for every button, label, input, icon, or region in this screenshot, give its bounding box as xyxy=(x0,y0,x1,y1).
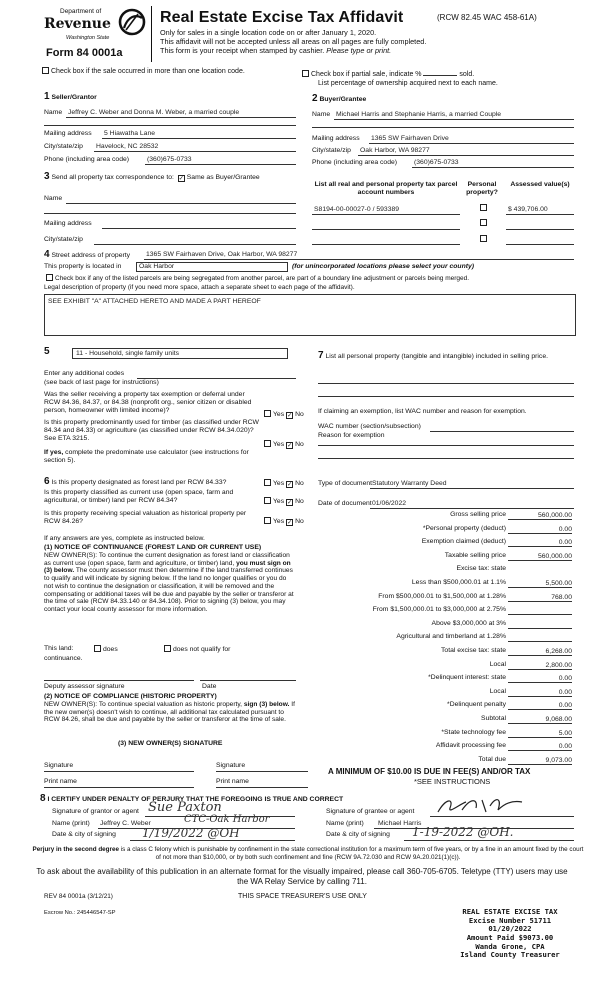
calc-value[interactable]: 0.00 xyxy=(508,525,572,534)
sec6-q3-answer: Yes ✓ No xyxy=(262,517,304,526)
calc-label: *Delinquent interest: state xyxy=(428,674,506,682)
q1-yes-checkbox[interactable] xyxy=(264,410,271,417)
sec3-city-label: City/state/zip xyxy=(44,236,83,243)
doc-date-field[interactable]: 01/06/2022 xyxy=(372,500,407,507)
assessed-value[interactable]: $ 439,706.00 xyxy=(508,206,548,213)
see-last-page: (see back of last page for instructions) xyxy=(44,379,159,386)
historic-heading: (2) NOTICE OF COMPLIANCE (HISTORIC PROPERTY) xyxy=(44,693,217,700)
deputy-signature-label: Deputy assessor signature xyxy=(44,683,125,690)
treasurer-use-label: THIS SPACE TREASURER'S USE ONLY xyxy=(238,893,367,900)
sec6-q2-no-checkbox[interactable]: ✓ xyxy=(287,500,293,506)
continuance-heading: (1) NOTICE OF CONTINUANCE (FOREST LAND OR CURRENT USE) xyxy=(44,544,262,551)
form-number: Form 84 0001a xyxy=(46,47,123,59)
calc-label: Taxable selling price xyxy=(444,551,506,559)
grantee-date-label: Date & city of signing xyxy=(326,831,390,838)
stamp-line-2: Excise Number 51711 xyxy=(468,915,552,925)
calc-label: Gross selling price xyxy=(450,511,506,518)
dept-line3: Washington State xyxy=(66,35,110,41)
legal-description-box[interactable] xyxy=(44,294,576,336)
revision-label: REV 84 0001a (3/12/21) xyxy=(44,893,113,900)
calc-value[interactable]: 0.00 xyxy=(508,742,572,751)
perjury-notice: Perjury in the second degree is a class C felony which is punishable by confinement in the state correctional institution for a maximum term of five years, or by a fine in an amount fixed by the court of not more than $10,000, or by both such confinement and fine (RCW 9A.72.030 and RCW 9A.20.021(1)(c)). xyxy=(32,846,584,861)
q1-no-checkbox[interactable]: ✓ xyxy=(287,413,293,419)
buyer-mailing-field[interactable]: 1365 SW Fairhaven Drive xyxy=(371,135,449,142)
continuance-word: continuance. xyxy=(44,655,83,662)
minimum-due-note: A MINIMUM OF $10.00 IS DUE IN FEE(S) AND/OR TAX xyxy=(328,767,531,776)
calc-label: Total excise tax: state xyxy=(441,647,506,654)
grantee-signature-label: Signature of grantee or agent xyxy=(326,808,415,815)
seller-mailing-field[interactable]: 5 Hiawatha Lane xyxy=(104,130,156,137)
seller-mailing-label: Mailing address xyxy=(44,130,92,137)
does-check[interactable]: does xyxy=(92,645,118,654)
calc-value[interactable]: 5,500.00 xyxy=(508,579,572,588)
use-code-select[interactable]: 11 - Household, single family units xyxy=(72,348,288,359)
doc-type-label: Type of document xyxy=(318,480,373,487)
grantor-signature-label: Signature of grantor or agent xyxy=(52,808,139,815)
buyer-heading: 2 Buyer/Grantee xyxy=(312,93,367,104)
header-note-3: This form is your receipt when stamped by cashier. Please type or print. xyxy=(160,46,392,55)
buyer-city-field[interactable]: Oak Harbor, WA 98277 xyxy=(360,147,430,154)
sec4-street-row: 4 Street address of property xyxy=(44,249,131,260)
seller-city-label: City/state/zip xyxy=(44,143,83,150)
calc-label: *State technology fee xyxy=(441,728,506,736)
sec6-q2-answer: Yes ✓ No xyxy=(262,497,304,506)
sec5-q2-answer: Yes ✓ No xyxy=(262,440,304,449)
sec6-q2-yes-checkbox[interactable] xyxy=(264,497,271,504)
owner-signature-label-1: Signature xyxy=(44,762,74,769)
sec6-q1-answer: Yes ✓ No xyxy=(262,479,304,488)
grantor-name-field[interactable]: Jeffrey C. Weber xyxy=(100,820,151,827)
stamp-line-6: Island County Treasurer xyxy=(460,950,560,960)
sec5-question-1: Was the seller receiving a property tax exemption or deferral under RCW 84.36, 84.37, or 84.38 (nonprofit org., senior citizen or disabled person, homeowner with limited income)? xyxy=(44,391,252,415)
owner-print-label-2: Print name xyxy=(216,778,249,785)
calc-label: Local xyxy=(489,660,506,668)
seller-city-field[interactable]: Havelock, NC 28532 xyxy=(96,143,159,150)
legal-description-text: SEE EXHIBIT "A" ATTACHED HERETO AND MADE A PART HEREOF xyxy=(48,298,261,305)
buyer-mailing-label: Mailing address xyxy=(312,135,360,142)
revenue-logo xyxy=(40,6,152,42)
grantee-signature xyxy=(432,794,528,818)
sec3-heading: 3 Send all property tax correspondence to: ✓ Same as Buyer/Grantee xyxy=(44,171,260,182)
escrow-number: Escrow No.: 245446547-SP xyxy=(44,910,116,916)
property-street-field[interactable]: 1365 SW Fairhaven Drive, Oak Harbor, WA 98277 xyxy=(146,251,298,258)
sec6-q1-no-checkbox[interactable]: ✓ xyxy=(287,482,293,488)
buyer-name-field[interactable]: Michael Harris and Stephanie Harris, a married Couple xyxy=(336,111,502,118)
sec6-q3-yes-checkbox[interactable] xyxy=(264,517,271,524)
sec3-name-label: Name xyxy=(44,195,63,202)
assessed-col-header: Assessed value(s) xyxy=(510,181,570,188)
rcw-reference: (RCW 82.45 WAC 458-61A) xyxy=(437,13,537,22)
owner-signature-label-2: Signature xyxy=(216,762,246,769)
buyer-phone-label: Phone (including area code) xyxy=(312,159,398,166)
calc-label: Agricultural and timberland at 1.28% xyxy=(396,633,506,641)
calc-value[interactable] xyxy=(508,620,572,629)
calc-value[interactable]: 768.00 xyxy=(508,593,572,602)
wac-label: WAC number (section/subsection) xyxy=(318,423,421,430)
checkbox[interactable] xyxy=(46,274,53,281)
checkbox[interactable] xyxy=(302,70,309,77)
does-not-check[interactable]: does not qualify for xyxy=(162,645,230,654)
stamp-line-4: Amount Paid $9073.00 xyxy=(466,932,554,942)
calc-label: Affidavit processing fee xyxy=(435,742,506,750)
sec5-q1-answer: Yes ✓ No xyxy=(262,410,304,419)
seller-heading: 1 Seller/Grantor xyxy=(44,91,97,102)
parcel-number[interactable]: S8194-00-00027-0 / 593389 xyxy=(314,206,400,213)
calc-label: Less than $500,000.01 at 1.1% xyxy=(411,579,506,586)
grantee-name-label: Name (print) xyxy=(326,820,364,827)
checkbox[interactable] xyxy=(164,645,171,652)
dept-line2: Revenue xyxy=(44,16,111,32)
seller-name-field[interactable]: Jeffrey C. Weber and Donna M. Weber, a married couple xyxy=(68,109,240,116)
calc-value[interactable]: 5.00 xyxy=(508,729,572,738)
treasurer-stamp xyxy=(440,908,580,960)
calc-label: From $1,500,000.01 to $3,000,000 at 2.75% xyxy=(372,606,506,614)
checkbox[interactable] xyxy=(94,645,101,652)
calc-label: Total due xyxy=(478,755,506,763)
calc-value[interactable]: 9,073.00 xyxy=(508,756,572,765)
calc-value[interactable]: 6,268.00 xyxy=(508,647,572,656)
header-note-2: This affidavit will not be accepted unless all areas on all pages are fully completed. xyxy=(160,37,427,46)
stamp-line-5: Wanda Grone, CPA xyxy=(475,941,545,951)
historic-text: NEW OWNER(S): To continue special valuation as historic property, sign (3) below. If the new owner(s) doesn't wish to continue, all additional tax calculated pursuant to RCW 84.26, shall be due and payable by the seller or transferor at the time of sale. xyxy=(44,701,295,724)
grantor-date-label: Date & city of signing xyxy=(52,831,116,838)
header-note-1: Only for sales in a single location code on or after January 1, 2020. xyxy=(160,28,377,37)
multi-location-check[interactable]: Check box if the sale occurred in more than one location code. xyxy=(40,67,245,76)
sec6-q3: Is this property receiving special valuation as historical property per RCW 84.26? xyxy=(44,510,247,526)
sec5-ifyes: If yes, complete the predominate use calculator (see instructions for section 5). xyxy=(44,449,249,465)
sec6-q1: 6 Is this property designated as forest land per RCW 84.33? xyxy=(44,476,227,487)
sec6-q2: Is this property classified as current use (open space, farm and agricultural, or timber) land per RCW 84.34? xyxy=(44,489,234,505)
sec6-q1-yes-checkbox[interactable] xyxy=(264,479,271,486)
sec7-text: 7 List all personal property (tangible and intangible) included in selling price. xyxy=(318,350,548,361)
calc-value[interactable] xyxy=(508,633,572,642)
grantor-name-label: Name (print) xyxy=(52,820,90,827)
ownership-note: List percentage of ownership acquired next to each name. xyxy=(318,80,498,87)
grantor-signature: Sue Paxton xyxy=(148,800,222,815)
calc-value[interactable]: 2,800.00 xyxy=(508,661,572,670)
page-title: Real Estate Excise Tax Affidavit xyxy=(160,9,404,26)
sec5-question-2: Is this property predominantly used for timber (as classified under RCW 84.34 and 84.33) or agriculture (as classified under RCW 84.34.020)? See ETA 3215. xyxy=(44,419,259,443)
sec6-ifany: If any answers are yes, complete as instructed below. xyxy=(44,535,205,542)
seller-name-label: Name xyxy=(44,109,63,116)
sec3-mailing-label: Mailing address xyxy=(44,220,92,227)
partial-sale-check[interactable]: Check box if partial sale, indicate % sold. xyxy=(300,70,474,79)
sec6-q3-no-checkbox[interactable]: ✓ xyxy=(287,520,293,526)
calc-label: Excise tax: state xyxy=(456,565,506,573)
legal-description-label: Legal description of property (if you need more space, attach a separate sheet to each page of the affidavit). xyxy=(44,284,355,291)
stamp-line-1: REAL ESTATE EXCISE TAX xyxy=(462,907,558,916)
calc-value[interactable] xyxy=(508,606,572,615)
doc-type-field[interactable]: Statutory Warranty Deed xyxy=(372,480,447,487)
deputy-date-label: Date xyxy=(202,683,217,690)
same-as-buyer-checkbox[interactable]: ✓ xyxy=(178,176,184,182)
segregated-check[interactable]: Check box if any of the listed parcels are being segregated from another parcel, are part of a boundary line adjustment or parcels being merged. xyxy=(44,274,469,283)
exemption-label: If claiming an exemption, list WAC number and reason for exemption. xyxy=(318,408,527,415)
buyer-city-label: City/state/zip xyxy=(312,147,351,154)
calc-label: From $500,000.01 to $1,500,000 at 1.28% xyxy=(378,592,506,600)
revenue-seal-icon xyxy=(118,8,148,36)
q2-no-checkbox[interactable]: ✓ xyxy=(287,443,293,449)
calc-value[interactable]: 0.00 xyxy=(508,538,572,547)
buyer-phone-field[interactable]: (360)675-0733 xyxy=(414,159,459,166)
seller-phone-field[interactable]: (360)675-0733 xyxy=(147,156,192,163)
grantor-date-handwritten: 1/19/2022 @OH xyxy=(142,826,240,840)
header-divider xyxy=(151,6,152,62)
calc-label: Subtotal xyxy=(481,715,506,722)
seller-phone-label: Phone (including area code) xyxy=(44,156,130,163)
owner-print-label-1: Print name xyxy=(44,778,77,785)
calc-label: *Personal property (deduct) xyxy=(422,524,506,532)
certify-heading: 8 I CERTIFY UNDER PENALTY OF PERJURY THAT THE FOREGOING IS TRUE AND CORRECT xyxy=(40,793,344,804)
located-label: This property is located in xyxy=(44,263,122,270)
doc-date-label: Date of document xyxy=(318,500,372,507)
alternate-format-notice: To ask about the availability of this publication in an alternate format for the visually impaired, please call 360-705-6705. Teletype (TTY) users may use the WA Relay Service by calling 711. xyxy=(36,867,568,886)
calc-label: Above $3,000,000 at 3% xyxy=(431,619,506,627)
reason-label: Reason for exemption xyxy=(318,432,385,439)
buyer-name-label: Name xyxy=(312,111,331,118)
continuance-text: NEW OWNER(S): To continue the current designation as forest land or classification as current use (open space, farm and agriculture, or timber) land, you must sign on (3) below. The county assessor must then determine if the land transferred continues to qualify and will indicate by signing below. If the land no longer qualifies or you do not wish to continue the designation or classification, it will be removed and the compensating or additional taxes will be due and payable by the seller or transferor at the time of sale (RCW 84.33.140 or 84.34.108). Prior to signing (3) below, you may contact your local county assessor for more information. xyxy=(44,552,294,613)
additional-codes-label: Enter any additional codes xyxy=(44,370,125,377)
personal-col-header: Personal property? xyxy=(466,181,498,197)
located-select[interactable]: Oak Harbor xyxy=(136,262,288,272)
calc-value[interactable]: 0.00 xyxy=(508,674,572,683)
calc-value[interactable]: 560,000.00 xyxy=(508,511,572,520)
sec5-number: 5 xyxy=(44,346,50,357)
grantor-note-handwritten: CTC-Oak Harbor xyxy=(184,814,270,825)
calc-value[interactable]: 9,068.00 xyxy=(508,715,572,724)
calc-label: Local xyxy=(489,687,506,695)
stamp-line-3: 01/20/2022 xyxy=(488,924,532,934)
see-instructions-note: *SEE INSTRUCTIONS xyxy=(414,777,491,786)
personal-property-checkbox-1[interactable] xyxy=(480,204,487,211)
parcel-col-header: List all real and personal property tax parcel account numbers xyxy=(314,181,458,197)
grantee-date-handwritten: 1-19-2022 @OH. xyxy=(412,825,514,839)
new-owner-signature-heading: (3) NEW OWNER(S) SIGNATURE xyxy=(118,740,223,747)
dept-line1: Department of xyxy=(60,8,102,15)
calc-label: Exemption claimed (deduct) xyxy=(421,538,506,546)
unincorporated-note: (for unincorporated locations please select your county) xyxy=(292,263,475,270)
q2-yes-checkbox[interactable] xyxy=(264,440,271,447)
this-land-row: This land: xyxy=(44,645,74,652)
personal-property-checkbox-3[interactable] xyxy=(480,235,487,242)
calc-value[interactable]: 0.00 xyxy=(508,701,572,710)
calc-value[interactable]: 560,000.00 xyxy=(508,552,572,561)
calc-value[interactable]: 0.00 xyxy=(508,688,572,697)
grantee-name-field[interactable]: Michael Harris xyxy=(378,820,422,827)
personal-property-checkbox-2[interactable] xyxy=(480,219,487,226)
checkbox[interactable] xyxy=(42,67,49,74)
calc-label: *Delinquent penalty xyxy=(447,701,506,709)
